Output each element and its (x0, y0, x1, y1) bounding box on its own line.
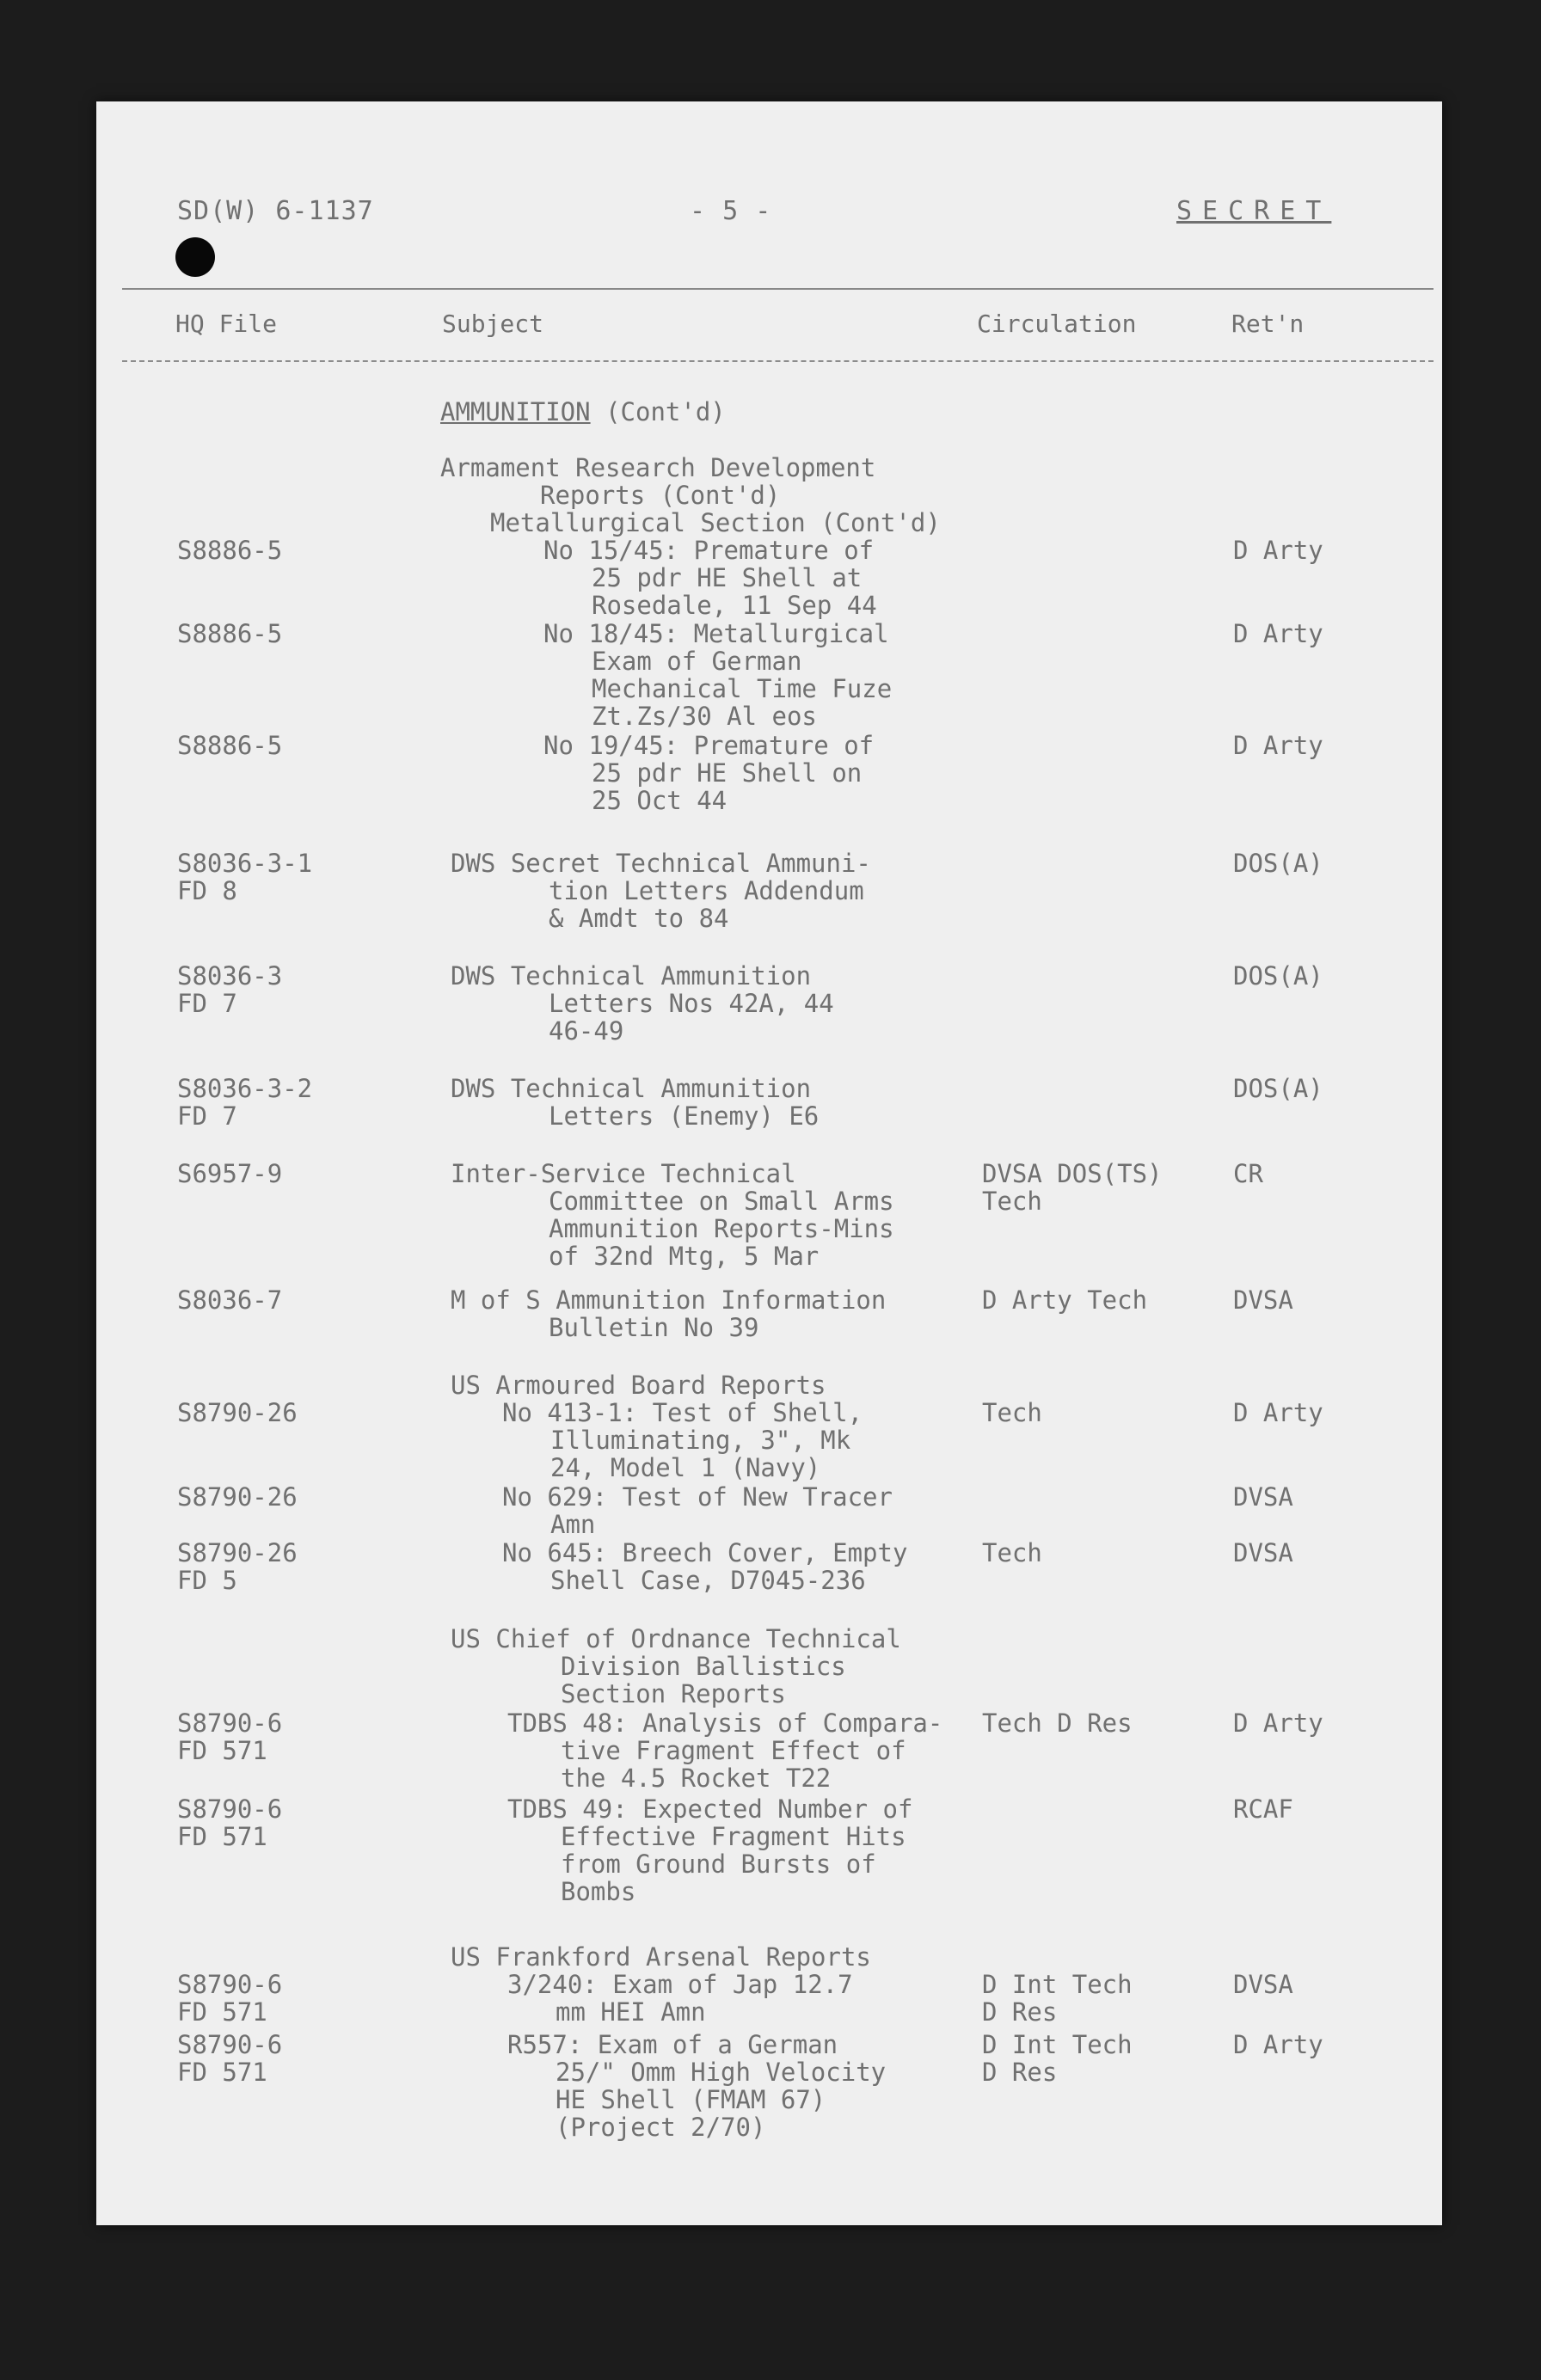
subsection-heading: Division Ballistics (561, 1652, 846, 1681)
file-number: S8790-26 (177, 1482, 298, 1512)
retn-text: DVSA (1233, 1538, 1293, 1567)
subject-line: of 32nd Mtg, 5 Mar (549, 1242, 820, 1271)
subject-line: Effective Fragment Hits (561, 1822, 906, 1851)
subject-line: 25 pdr HE Shell on (592, 758, 863, 788)
subject-line: 24, Model 1 (Navy) (550, 1453, 821, 1482)
circulation-text: D Int Tech (982, 1970, 1133, 1999)
retn-text: D Arty (1233, 1708, 1323, 1738)
subject-line: DWS Secret Technical Ammuni- (451, 849, 871, 878)
subject-line: Amn (550, 1510, 596, 1539)
subject-line: Inter-Service Technical (451, 1159, 796, 1188)
subject-line: DWS Technical Ammunition (451, 961, 812, 991)
retn-text: D Arty (1233, 2030, 1323, 2059)
subject-line: Zt.Zs/30 Al eos (592, 702, 817, 731)
column-header-retn: Ret'n (1231, 310, 1305, 338)
subject-line: R557: Exam of a German (507, 2030, 838, 2059)
subject-line: & Amdt to 84 (549, 904, 729, 933)
subject-line: mm HEI Amn (556, 1997, 706, 2027)
retn-text: DVSA (1233, 1285, 1293, 1315)
file-number: S8886-5 (177, 731, 283, 760)
subject-line: DWS Technical Ammunition (451, 1074, 812, 1103)
subject-line: tive Fragment Effect of (561, 1736, 906, 1765)
circulation-text: Tech D Res (982, 1708, 1133, 1738)
subject-line: TDBS 48: Analysis of Compara- (507, 1708, 943, 1738)
circulation-text: Tech (982, 1187, 1042, 1216)
retn-text: D Arty (1233, 1398, 1323, 1427)
retn-text: D Arty (1233, 619, 1323, 648)
file-number: S8886-5 (177, 536, 283, 565)
retn-text: DOS(A) (1233, 849, 1323, 878)
column-header-subject: Subject (442, 310, 544, 338)
subsection-heading: Reports (Cont'd) (540, 481, 781, 510)
subject-line: No 19/45: Premature of (543, 731, 875, 760)
subject-line: 25 pdr HE Shell at (592, 563, 863, 592)
circulation-text: D Arty Tech (982, 1285, 1148, 1315)
subject-line: Bombs (561, 1877, 636, 1906)
retn-text: D Arty (1233, 536, 1323, 565)
subject-line: No 645: Breech Cover, Empty (502, 1538, 908, 1567)
column-header-circulation: Circulation (977, 310, 1137, 338)
retn-text: D Arty (1233, 731, 1323, 760)
file-number: FD 7 (177, 989, 237, 1018)
subsection-heading: Armament Research Development (440, 453, 876, 482)
file-number: S8036-3 (177, 961, 283, 991)
subject-line: M of S Ammunition Information (451, 1285, 887, 1315)
file-number: FD 5 (177, 1566, 237, 1595)
file-number: S8790-6 (177, 1794, 283, 1824)
page-number: - 5 - (690, 196, 772, 226)
section-title-line (440, 398, 726, 426)
subject-line: Exam of German (592, 647, 802, 676)
section-title: AMMUNITION (440, 397, 591, 426)
document-body (96, 101, 1442, 2225)
file-number: S8790-26 (177, 1538, 298, 1567)
subject-line: Ammunition Reports-Mins (549, 1214, 894, 1243)
retn-text: RCAF (1233, 1794, 1293, 1824)
subject-line: Illuminating, 3", Mk (550, 1426, 851, 1455)
classification-marking: SECRET (1176, 196, 1332, 226)
subject-line: the 4.5 Rocket T22 (561, 1764, 832, 1793)
file-number: FD 571 (177, 2058, 267, 2087)
circulation-text: D Int Tech (982, 2030, 1133, 2059)
subsection-heading: Metallurgical Section (Cont'd) (490, 508, 941, 537)
subject-line: No 15/45: Premature of (543, 536, 875, 565)
file-number: S8790-6 (177, 2030, 283, 2059)
file-reference: SD(W) 6-1137 (177, 196, 374, 226)
subsection-heading: US Armoured Board Reports (451, 1371, 826, 1400)
file-number: S8036-7 (177, 1285, 283, 1315)
subsection-heading: Section Reports (561, 1679, 786, 1708)
subsection-heading: US Chief of Ordnance Technical (451, 1624, 901, 1653)
file-number: S8790-6 (177, 1708, 283, 1738)
file-number: S8790-26 (177, 1398, 298, 1427)
file-number: FD 571 (177, 1736, 267, 1765)
file-number: FD 7 (177, 1101, 237, 1131)
subject-line: Rosedale, 11 Sep 44 (592, 591, 877, 620)
subject-line: Letters (Enemy) E6 (549, 1101, 820, 1131)
file-number: FD 571 (177, 1822, 267, 1851)
subject-line: 3/240: Exam of Jap 12.7 (507, 1970, 853, 1999)
document-page (96, 101, 1442, 2225)
subject-line: 46-49 (549, 1016, 624, 1046)
subject-line: No 629: Test of New Tracer (502, 1482, 893, 1512)
subsection-heading: US Frankford Arsenal Reports (451, 1942, 871, 1972)
subject-line: (Project 2/70) (556, 2113, 766, 2142)
subject-line: Bulletin No 39 (549, 1313, 759, 1342)
subject-line: 25 Oct 44 (592, 786, 728, 815)
subject-line: from Ground Bursts of (561, 1849, 876, 1879)
file-number: FD 8 (177, 876, 237, 905)
file-number: S6957-9 (177, 1159, 283, 1188)
subject-line: No 413-1: Test of Shell, (502, 1398, 863, 1427)
subject-line: 25/" Omm High Velocity (556, 2058, 887, 2087)
subject-line: Mechanical Time Fuze (592, 674, 893, 703)
retn-text: DOS(A) (1233, 961, 1323, 991)
column-header-file: HQ File (175, 310, 278, 338)
circulation-text: D Res (982, 2058, 1058, 2087)
subject-line: tion Letters Addendum (549, 876, 864, 905)
retn-text: DVSA (1233, 1482, 1293, 1512)
retn-text: DOS(A) (1233, 1074, 1323, 1103)
subject-line: Letters Nos 42A, 44 (549, 989, 834, 1018)
subject-line: Committee on Small Arms (549, 1187, 894, 1216)
subject-line: HE Shell (FMAM 67) (556, 2085, 826, 2114)
subject-line: No 18/45: Metallurgical (543, 619, 889, 648)
section-title-cont: (Cont'd) (590, 397, 726, 426)
circulation-text: Tech (982, 1538, 1042, 1567)
file-number: S8036-3-2 (177, 1074, 313, 1103)
subject-line: Shell Case, D7045-236 (550, 1566, 866, 1595)
file-number: S8886-5 (177, 619, 283, 648)
file-number: S8790-6 (177, 1970, 283, 1999)
subject-line: TDBS 49: Expected Number of (507, 1794, 913, 1824)
circulation-text: Tech (982, 1398, 1042, 1427)
retn-text: CR (1233, 1159, 1263, 1188)
circulation-text: DVSA DOS(TS) (982, 1159, 1163, 1188)
circulation-text: D Res (982, 1997, 1058, 2027)
retn-text: DVSA (1233, 1970, 1293, 1999)
file-number: S8036-3-1 (177, 849, 313, 878)
file-number: FD 571 (177, 1997, 267, 2027)
